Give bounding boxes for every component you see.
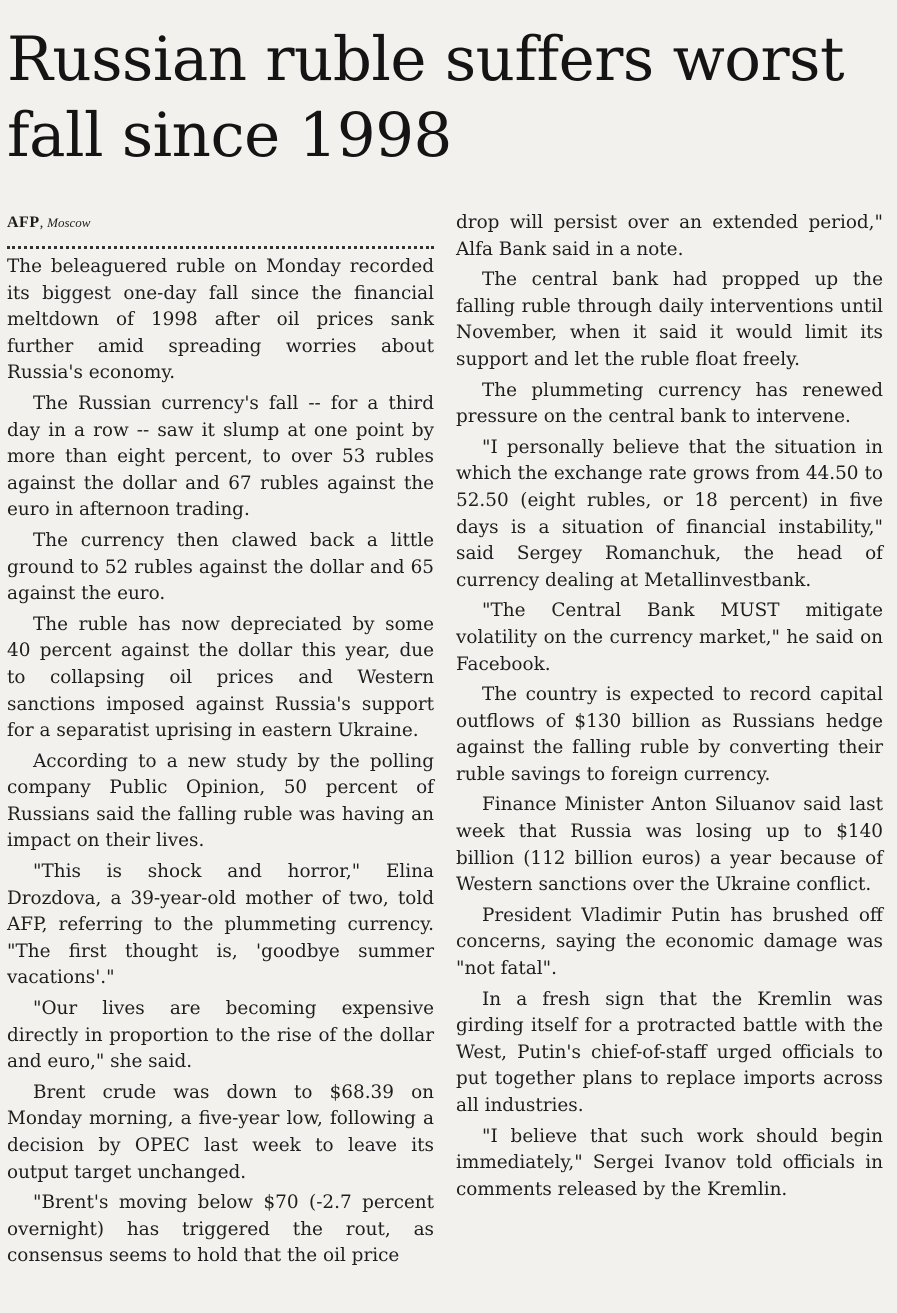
- headline: Russian ruble suffers worst fall since 1998: [7, 24, 844, 171]
- paragraph: The beleaguered ruble on Monday recorded its biggest one-day fall since the financial meltdown of 1998 after oil prices sank further amid spreading worries about Russia's economy.: [7, 256, 434, 384]
- paragraph: The plummeting currency has renewed pressure on the central bank to intervene.: [456, 379, 883, 428]
- paragraph: Finance Minister Anton Siluanov said last week that Russia was losing up to $140 billion (112 billion euros) a year because of Western sanctions over the Ukraine conflict.: [456, 794, 883, 896]
- column-right: [456, 210, 883, 1274]
- byline: AFP, Moscow: [7, 214, 91, 231]
- byline-agency: AFP: [7, 214, 40, 231]
- paragraph: The currency then clawed back a little ground to 52 rubles against the dollar and 65 against the euro.: [7, 529, 434, 605]
- column-left: [7, 210, 434, 1274]
- paragraph: "Our lives are becoming expensive directly in proportion to the rise of the dollar and euro," she said.: [7, 998, 434, 1073]
- byline-location: Moscow: [47, 215, 91, 230]
- paragraph: The central bank had propped up the falling ruble through daily interventions until November, when it said it would limit its support and let the ruble float freely.: [456, 269, 883, 370]
- paragraph: The Russian currency's fall -- for a third day in a row -- saw it slump at one point by more than eight percent, to over 53 rubles against the dollar and 67 rubles against the euro in afternoon trading.: [7, 392, 434, 521]
- paragraph: "This is shock and horror," Elina Drozdova, a 39-year-old mother of two, told AFP, referring to the plummeting currency. "The first thought is, 'goodbye summer vacations'.": [7, 861, 434, 989]
- paragraph: Brent crude was down to $68.39 on Monday morning, a five-year low, following a decision by OPEC last week to leave its output target unchanged.: [7, 1081, 434, 1183]
- paragraph: "Brent's moving below $70 (-2.7 percent overnight) has triggered the rout, as consensus seems to hold that the oil price: [7, 1192, 434, 1267]
- paragraph: "I personally believe that the situation in which the exchange rate grows from 44.50 to 52.50 (eight rubles, or 18 percent) in five days is a situation of financial instability," said Sergey Romanchuk, the head of currency dealing at Metallinvestbank.: [456, 436, 883, 591]
- paragraph: drop will persist over an extended period," Alfa Bank said in a note.: [456, 212, 883, 260]
- paragraph: According to a new study by the polling company Public Opinion, 50 percent of Russians said the falling ruble was having an impact on their lives.: [7, 750, 434, 852]
- paragraph: "The Central Bank MUST mitigate volatility on the currency market," he said on Facebook.: [456, 600, 883, 675]
- paragraph: The ruble has now depreciated by some 40 percent against the dollar this year, due to collapsing oil prices and Western sanctions imposed against Russia's support for a separatist uprising in eastern Ukraine.: [7, 613, 434, 742]
- paragraph: President Vladimir Putin has brushed off concerns, saying the economic damage was "not fatal".: [456, 904, 883, 980]
- paragraph: "I believe that such work should begin immediately," Sergei Ivanov told officials in comments released by the Kremlin.: [456, 1125, 883, 1200]
- article-body: [7, 210, 883, 1274]
- paragraph: The country is expected to record capital outflows of $130 billion as Russians hedge against the falling ruble by converting their ruble savings to foreign currency.: [456, 684, 883, 785]
- dotted-divider: [7, 246, 434, 249]
- paragraph: In a fresh sign that the Kremlin was girding itself for a protracted battle with the West, Putin's chief-of-staff urged officials to put together plans to replace imports across all industries.: [456, 988, 883, 1116]
